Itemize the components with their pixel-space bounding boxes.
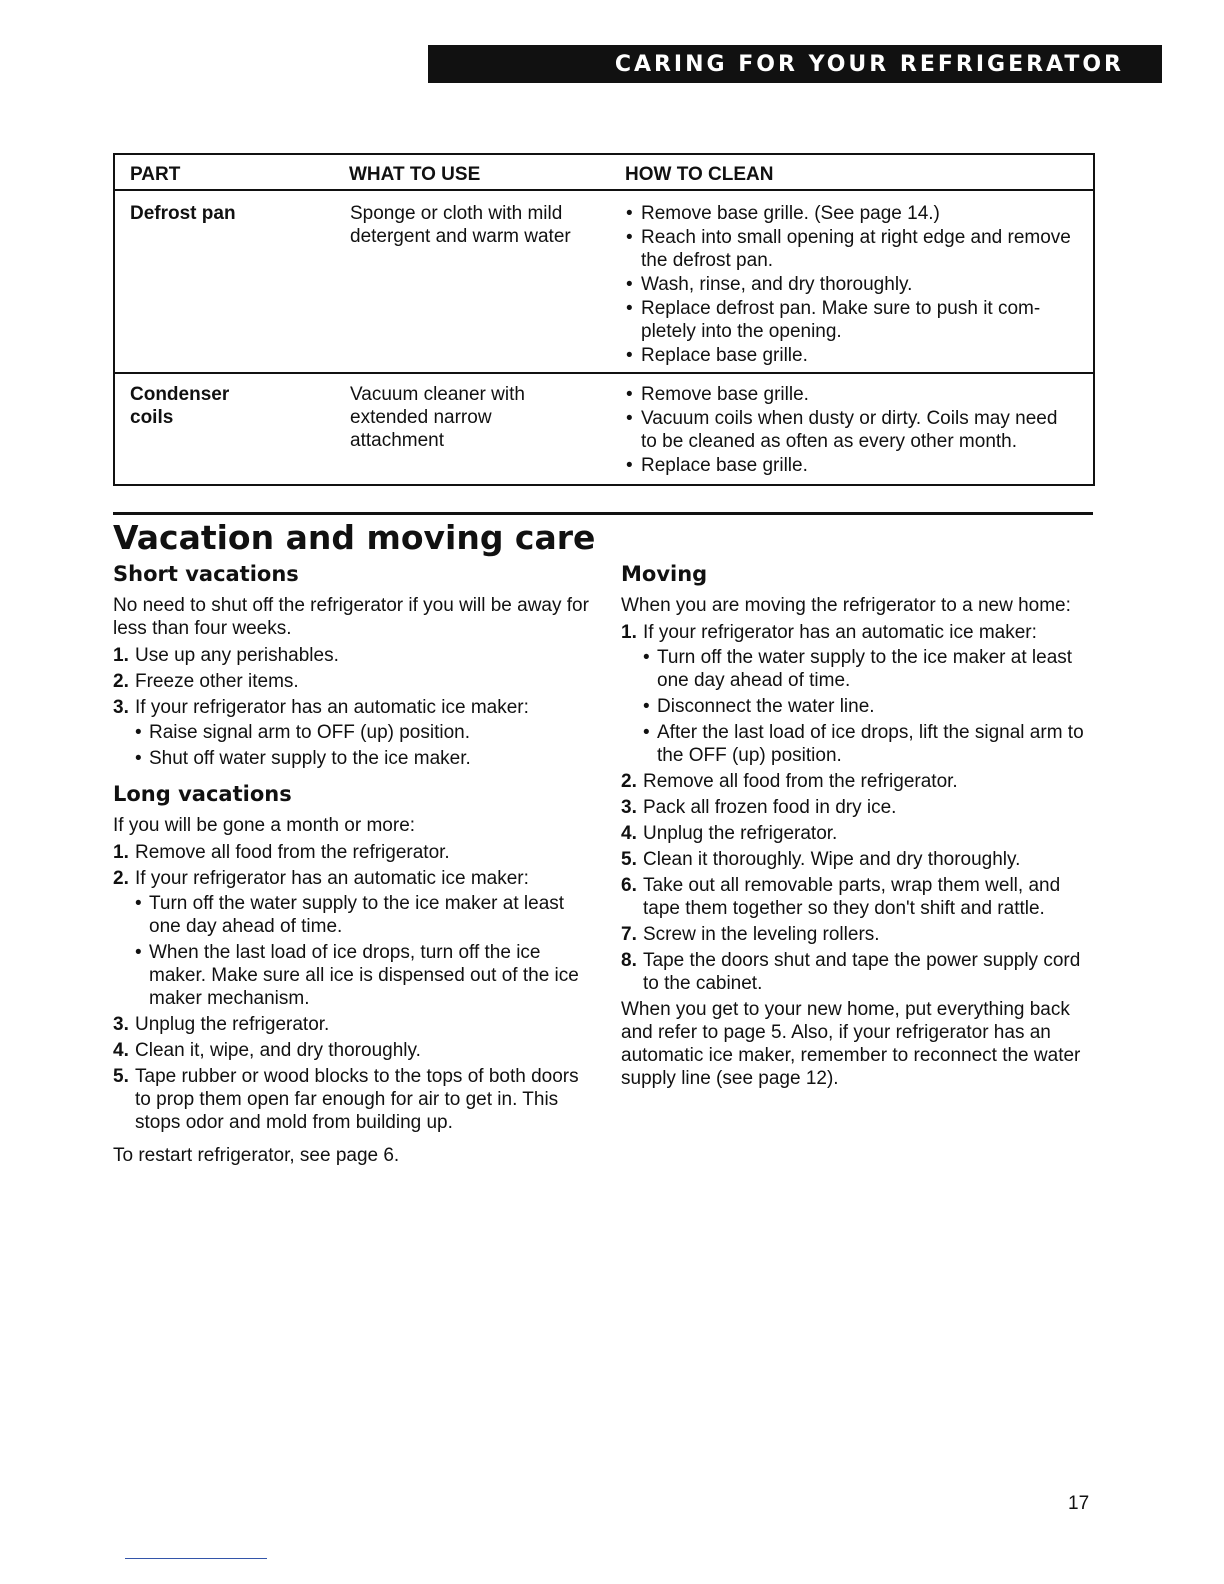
step-text: Tape the doors shut and tape the power supply cord to the cabinet. (643, 950, 1081, 994)
sub-item: • When the last load of ice drops, turn off the ice maker. Make sure all ice is dispensed out of the ice maker mechanism. (135, 941, 591, 1010)
what-text: Vacuum cleaner with extended narrow attachment (350, 384, 525, 451)
step-text: If your refrigerator has an automatic ice maker: (643, 622, 1037, 643)
list-item (621, 848, 1097, 871)
sub-item: • Shut off water supply to the ice maker. (135, 747, 591, 770)
list-item (113, 644, 591, 667)
step-number: 3. (621, 797, 637, 818)
step-number: 2. (113, 868, 129, 889)
long-vacations-steps (113, 841, 591, 1134)
short-vacations-intro: No need to shut off the refrigerator if you will be away for less than four weeks. (113, 595, 589, 639)
short-vacations-heading: Short vacations (113, 562, 299, 586)
what-cell (349, 373, 625, 485)
section-title: Vacation and moving care (113, 518, 596, 557)
sub-item: • After the last load of ice drops, lift the signal arm to the OFF (up) position. (643, 721, 1097, 767)
list-item (621, 621, 1097, 767)
list-item (621, 874, 1097, 920)
step-number: 3. (113, 1014, 129, 1035)
list-item (621, 949, 1097, 995)
long-vacations-intro: If you will be gone a month or more: (113, 815, 416, 836)
step-text: If your refrigerator has an automatic ice maker: (135, 697, 529, 718)
header-how-to-clean: HOW TO CLEAN (625, 154, 1094, 190)
header-what-to-use: WHAT TO USE (349, 154, 625, 190)
step-number: 1. (113, 645, 129, 666)
step-number: 5. (113, 1066, 129, 1087)
step-number: 4. (621, 823, 637, 844)
step-number: 6. (621, 875, 637, 896)
how-item: • Vacuum coils when dusty or dirty. Coils may need to be cleaned as often as every other month. (626, 407, 1078, 453)
list-item (113, 1013, 591, 1036)
how-item: • Wash, rinse, and dry thoroughly. (626, 273, 1078, 296)
step-number: 5. (621, 849, 637, 870)
step-number: 8. (621, 950, 637, 971)
step-text: Screw in the leveling rollers. (643, 924, 880, 945)
how-item: • Remove base grille. (See page 14.) (626, 202, 1078, 225)
short-vacations-steps (113, 644, 591, 770)
right-column (621, 560, 1097, 1094)
how-item: • Replace base grille. (626, 454, 1078, 477)
list-item (621, 796, 1097, 819)
step-text: Remove all food from the refrigerator. (135, 842, 450, 863)
list-item (113, 1039, 591, 1062)
step-text: Tape rubber or wood blocks to the tops of both doors to prop them open far enough for air to get in. This stops odor and mold from building up. (135, 1066, 579, 1133)
list-item (113, 696, 591, 770)
moving-intro: When you are moving the refrigerator to a new home: (621, 595, 1071, 616)
header-part: PART (114, 154, 349, 190)
part-name: Defrost pan (130, 203, 236, 224)
list-item (621, 822, 1097, 845)
list-item (621, 770, 1097, 793)
list-item (621, 923, 1097, 946)
how-cell (625, 190, 1094, 373)
step-text: Pack all frozen food in dry ice. (643, 797, 897, 818)
long-vacations-heading: Long vacations (113, 782, 292, 806)
step-number: 2. (621, 771, 637, 792)
how-item: • Remove base grille. (626, 383, 1078, 406)
how-item: • Replace base grille. (626, 344, 1078, 367)
what-text: Sponge or cloth with mild detergent and warm water (350, 203, 571, 247)
sub-item: • Turn off the water supply to the ice maker at least one day ahead of time. (135, 892, 591, 938)
what-cell (349, 190, 625, 373)
part-cell (114, 373, 349, 485)
table-header-row (114, 154, 1094, 190)
moving-steps (621, 621, 1097, 995)
step-number: 3. (113, 697, 129, 718)
step-text: Clean it thoroughly. Wipe and dry thoroughly. (643, 849, 1021, 870)
step-text: Use up any perishables. (135, 645, 339, 666)
footer-line (125, 1558, 267, 1559)
sub-item: • Turn off the water supply to the ice maker at least one day ahead of time. (643, 646, 1097, 692)
list-item (113, 841, 591, 864)
list-item (113, 867, 591, 1010)
moving-outro: When you get to your new home, put everything back and refer to page 5. Also, if your refrigerator has an automatic ice maker, remember to reconnect the water supply line (see page 12). (621, 999, 1081, 1089)
step-number: 7. (621, 924, 637, 945)
step-text: Remove all food from the refrigerator. (643, 771, 958, 792)
step-number: 2. (113, 671, 129, 692)
step-text: If your refrigerator has an automatic ice maker: (135, 868, 529, 889)
sub-item: • Raise signal arm to OFF (up) position. (135, 721, 591, 744)
part-name: Condenser coils (130, 384, 230, 428)
how-item: • Replace defrost pan. Make sure to push it com-pletely into the opening. (626, 297, 1078, 343)
long-vacations-outro: To restart refrigerator, see page 6. (113, 1145, 400, 1166)
step-text: Clean it, wipe, and dry thoroughly. (135, 1040, 421, 1061)
left-column (113, 560, 591, 1171)
moving-heading: Moving (621, 562, 708, 586)
table-row (114, 190, 1094, 373)
section-banner (428, 45, 1162, 83)
page-number: 17 (1068, 1493, 1090, 1514)
how-item: • Reach into small opening at right edge and remove the defrost pan. (626, 226, 1078, 272)
part-cell (114, 190, 349, 373)
step-text: Unplug the refrigerator. (135, 1014, 330, 1035)
step-number: 4. (113, 1040, 129, 1061)
step-number: 1. (113, 842, 129, 863)
cleaning-table (113, 153, 1095, 486)
sub-item: • Disconnect the water line. (643, 695, 1097, 718)
table-row (114, 373, 1094, 485)
list-item (113, 1065, 591, 1134)
step-number: 1. (621, 622, 637, 643)
step-text: Unplug the refrigerator. (643, 823, 838, 844)
step-text: Take out all removable parts, wrap them well, and tape them together so they don't shift and rattle. (643, 875, 1061, 919)
banner-text: CARING FOR YOUR REFRIGERATOR (614, 51, 1124, 77)
how-cell (625, 373, 1094, 485)
list-item (113, 670, 591, 693)
step-text: Freeze other items. (135, 671, 299, 692)
